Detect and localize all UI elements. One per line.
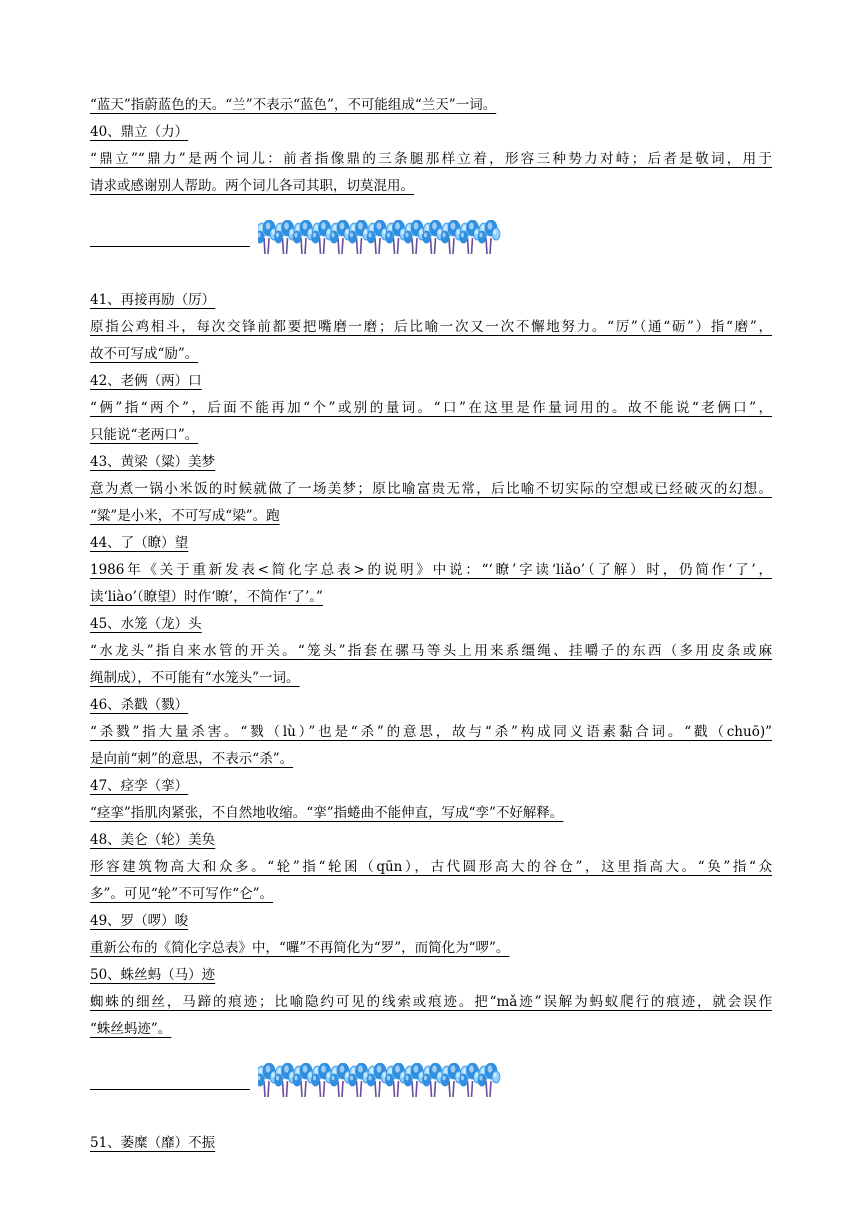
entry-heading: 49、罗（啰）唆: [90, 913, 189, 929]
entry-heading: 45、水笼（龙）头: [90, 616, 202, 632]
entry-heading: 40、鼎立（力）: [90, 124, 189, 140]
separator-rule: [90, 1089, 250, 1090]
flower-icon: [478, 1063, 500, 1097]
explanation-line: 1986年《关于重新发表<简化字总表>的说明》中说：“‘瞭’字读‘liǎo’（了解）时，仍简作‘了’，: [90, 562, 772, 578]
explanation-line: 意为煮一锅小米饭的时候就做了一场美梦；原比喻富贵无常，后比喻不切实际的空想或已经破灭的幻想。: [90, 481, 772, 497]
section-separator: [90, 200, 772, 250]
explanation-line: 多”。可见“轮”不可写作“仑”。: [90, 886, 274, 902]
flower-border-image: [258, 220, 510, 260]
explanation-line: 故不可写成“励”。: [90, 346, 199, 362]
entry-heading: 48、美仑（轮）美奂: [90, 832, 216, 848]
explanation-line: “蛛丝蚂迹”。: [90, 1021, 172, 1037]
explanation-line: “杀戮”指大量杀害。“戮（lù）”也是“杀”的意思，故与“杀”构成同义语素黏合词。“戳（chuō)”: [90, 724, 772, 740]
blue-flowers-border: [258, 1063, 510, 1099]
entry-explanation: [90, 854, 772, 908]
entry-heading: 50、蛛丝蚂（马）迹: [90, 967, 216, 983]
entry-explanation: [90, 557, 772, 611]
section-separator: [90, 1043, 772, 1093]
explanation-line: 是向前“刺”的意思，不表示“杀”。: [90, 751, 294, 767]
explanation-line: 重新公布的《简化字总表》中，“囉”不再简化为“罗”，而简化为“啰”。: [90, 940, 510, 956]
entry-heading: 43、黄梁（粱）美梦: [90, 454, 216, 470]
explanation-line: “俩”指“两个”，后面不能再加“个”或别的量词。“口”在这里是作量词用的。故不能说“老俩口”，: [90, 400, 772, 416]
entry-explanation: [90, 989, 772, 1043]
explanation-line: 请求或感谢别人帮助。两个词儿各司其职，切莫混用。: [90, 178, 414, 194]
explanation-line: 原指公鸡相斗，每次交锋前都要把嘴磨一磨；后比喻一次又一次不懈地努力。“厉”（通“砺”）指“磨”，: [90, 319, 772, 335]
entry-heading: 47、痉孪（挛）: [90, 778, 189, 794]
entry-heading: 42、老俩（两）口: [90, 373, 202, 389]
separator-rule: [90, 246, 250, 247]
entry-explanation: [90, 935, 772, 962]
explanation-line: “蓝天”指蔚蓝色的天。“兰”不表示“蓝色”，不可能组成“兰天”一词。: [90, 97, 497, 113]
entry-explanation: [90, 146, 772, 200]
entry-explanation: [90, 638, 772, 692]
flower-icon: [478, 220, 500, 254]
entry-heading: 41、再接再励（厉）: [90, 292, 216, 308]
explanation-line: “鼎立”“鼎力”是两个词儿：前者指像鼎的三条腿那样立着，形容三种势力对峙；后者是敬词，用于: [90, 151, 772, 167]
explanation-line: 读‘liào’（瞭望）时作‘瞭’，不简作‘了’。”: [90, 589, 323, 605]
explanation-line: 绳制成），不可能有“水笼头”一词。: [90, 670, 300, 686]
document-content: [90, 92, 772, 1157]
entry-explanation: [90, 92, 772, 119]
entry-explanation: [90, 476, 772, 530]
entry-heading: 51、萎糜（靡）不振: [90, 1135, 216, 1151]
entry-explanation: [90, 800, 772, 827]
explanation-line: “粱”是小米，不可写成“梁”。跑: [90, 508, 280, 524]
explanation-line: 蜘蛛的细丝，马蹄的痕迹；比喻隐约可见的线索或痕迹。把“mǎ迹”误解为蚂蚁爬行的痕迹，就会误作: [90, 994, 772, 1010]
explanation-line: 只能说“老两口”。: [90, 427, 199, 443]
entry-heading: 46、杀戳（戮）: [90, 697, 189, 713]
explanation-line: “水龙头”指自来水管的开关。“笼头”指套在骡马等头上用来系缰绳、挂嚼子的东西（多用皮条或麻: [90, 643, 772, 659]
entry-heading: 44、了（瞭）望: [90, 535, 189, 551]
explanation-line: 形容建筑物高大和众多。“轮”指“轮囷（qūn），古代圆形高大的谷仓”，这里指高大。“奂”指“众: [90, 859, 772, 875]
entry-explanation: [90, 314, 772, 368]
blue-flowers-border: [258, 220, 510, 256]
entry-explanation: [90, 395, 772, 449]
flower-border-image: [258, 1063, 510, 1103]
explanation-line: “痉挛”指肌肉紧张，不自然地收缩。“挛”指蜷曲不能伸直，写成“孪”不好解释。: [90, 805, 564, 821]
entry-explanation: [90, 719, 772, 773]
